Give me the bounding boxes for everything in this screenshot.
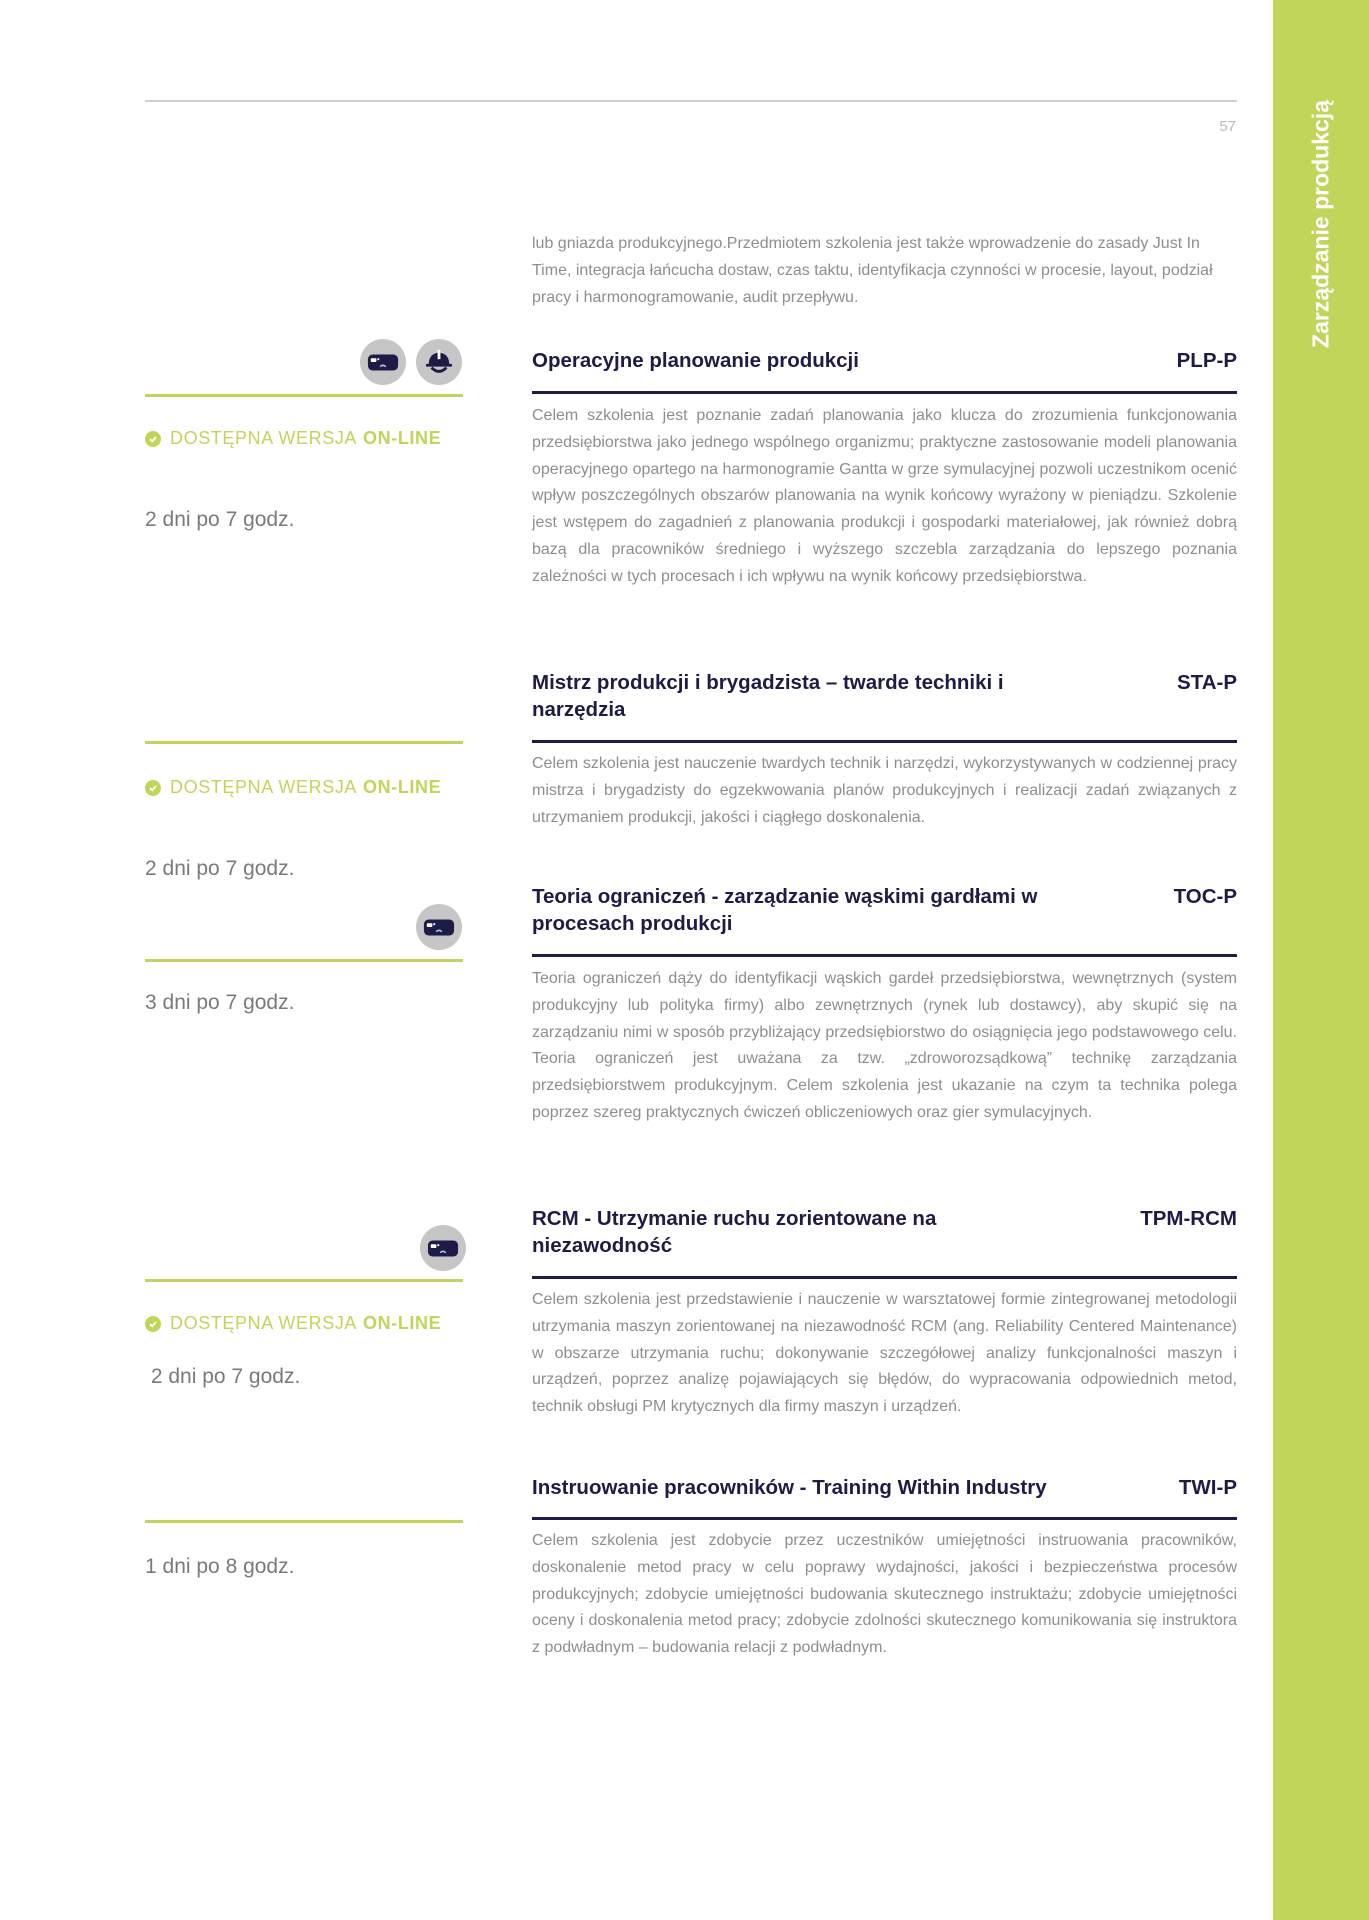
left-divider — [145, 741, 463, 744]
online-badge — [145, 777, 441, 798]
course-duration: 3 dni po 7 godz. — [145, 991, 295, 1014]
left-divider — [145, 394, 463, 397]
course-description: Celem szkolenia jest nauczenie twardych technik i narzędzi, wykorzystywanych w codziennej pracy mistrza i brygadzisty do egzekwowania planów produkcyjnych i realizacji zadań związanych z utrzymaniem produkcji, jakości i ciągłego doskonalenia. — [532, 755, 1237, 826]
course-divider — [532, 740, 1237, 743]
vr-headset-icon — [420, 1225, 466, 1271]
check-icon — [145, 431, 161, 447]
online-bold: ON-LINE — [363, 777, 442, 797]
check-icon — [145, 1316, 161, 1332]
course-title: Mistrz produkcji i brygadzista – twarde techniki i narzędzia — [532, 671, 1004, 721]
course-divider — [532, 1276, 1237, 1279]
course-duration: 2 dni po 7 godz. — [145, 857, 295, 880]
course-title: Instruowanie pracowników - Training Within Industry — [532, 1476, 1047, 1499]
left-divider — [145, 959, 463, 962]
course-code: TOC-P — [1173, 885, 1237, 908]
course-divider — [532, 1517, 1237, 1520]
course-duration: 2 dni po 7 godz. — [145, 1365, 301, 1388]
course-description: Celem szkolenia jest przedstawienie i nauczenie w warsztatowej formie zintegrowanej metodologii utrzymania maszyn zorientowanej na niezawodność RCM (ang. Reliability Centered Maintenance) w obszarze utrzymania ruchu; dokonywanie szczegółowej analizy funkcjonalności maszyn i urządzeń, poprzez analizę pojawiających się błędów, do wypracowania odpowiednich metod, technik obsługi PM krytycznych dla firmy maszyn i urządzeń. — [532, 1291, 1237, 1416]
check-icon — [145, 780, 161, 796]
intro-paragraph: lub gniazda produkcyjnego.Przedmiotem szkolenia jest także wprowadzenie do zasady Just In Time, integracja łańcucha dostaw, czas taktu, identyfikacja czynności w procesie, layout, podział pracy i harmonogramowanie, audit przepływu. — [532, 235, 1213, 306]
left-divider — [145, 1279, 463, 1282]
online-badge — [145, 1313, 441, 1334]
course-title: Operacyjne planowanie produkcji — [532, 349, 859, 372]
course-title: Teoria ograniczeń - zarządzanie wąskimi gardłami w procesach produkcji — [532, 885, 1038, 935]
course-duration: 1 dni po 8 godz. — [145, 1555, 295, 1578]
online-bold: ON-LINE — [363, 428, 442, 448]
sidebar-tab — [1273, 0, 1369, 1920]
hard-hat-icon — [416, 339, 462, 385]
online-prefix: DOSTĘPNA WERSJA — [170, 1313, 358, 1333]
header-divider — [145, 100, 1237, 102]
course-code: PLP-P — [1176, 349, 1237, 372]
course-title: RCM - Utrzymanie ruchu zorientowane na niezawodność — [532, 1207, 937, 1257]
online-prefix: DOSTĘPNA WERSJA — [170, 428, 358, 448]
course-code: TPM-RCM — [1140, 1207, 1237, 1230]
course-duration: 2 dni po 7 godz. — [145, 508, 295, 531]
course-divider — [532, 954, 1237, 957]
course-code: TWI-P — [1178, 1476, 1237, 1499]
page-number: 57 — [1219, 118, 1236, 135]
vr-headset-icon — [360, 339, 406, 385]
sidebar-tab-label: Zarządzanie produkcją — [1307, 100, 1334, 348]
course-code: STA-P — [1177, 671, 1237, 694]
online-badge — [145, 428, 441, 449]
course-description: Celem szkolenia jest zdobycie przez uczestników umiejętności instruowania pracowników, doskonalenie metod pracy w celu poprawy wydajności, jakości i bezpieczeństwa procesów produkcyjnych; zdobycie umiejętności budowania skutecznego instruktażu; zdobycie umiejętności oceny i doskonalenia metod pracy; zdobycie zdolności skutecznego komunikowania się instruktora z podwładnym – budowania relacji z podwładnym. — [532, 1532, 1237, 1657]
online-bold: ON-LINE — [363, 1313, 442, 1333]
course-description: Celem szkolenia jest poznanie zadań planowania jako klucza do zrozumienia funkcjonowania przedsiębiorstwa jako jednego wspólnego organizmu; praktyczne zastosowanie modeli planowania operacyjnego opartego na harmonogramie Gantta w grze symulacyjnej pozwoli uczestnikom ocenić wpływ poszczególnych obszarów planowania na wynik końcowy wyrażony w pieniądzu. Szkolenie jest wstępem do zagadnień z planowania produkcji i gospodarki materiałowej, jak również dobrą bazą dla pracowników średniego i wyższego szczebla zarządzania do lepszego poznania zależności w tych procesach i ich wpływu na wynik końcowy przedsiębiorstwa. — [532, 407, 1237, 585]
course-description: Teoria ograniczeń dąży do identyfikacji wąskich gardeł przedsiębiorstwa, wewnętrznych (system produkcyjny lub polityka firmy) albo zewnętrznych (rynek lub dostawcy), aby skupić się na zarządzaniu nimi w sposób przybliżający przedsiębiorstwo do osiągnięcia jego podstawowego celu. Teoria ograniczeń jest uważana za tzw. „zdroworozsądkową” technikę zarządzania przedsiębiorstwem produkcyjnym. Celem szkolenia jest ukazanie na czym ta technika polega poprzez szereg praktycznych ćwiczeń obliczeniowych oraz gier symulacyjnych. — [532, 970, 1237, 1121]
vr-headset-icon — [416, 904, 462, 950]
online-prefix: DOSTĘPNA WERSJA — [170, 777, 358, 797]
left-divider — [145, 1520, 463, 1523]
course-divider — [532, 391, 1237, 394]
